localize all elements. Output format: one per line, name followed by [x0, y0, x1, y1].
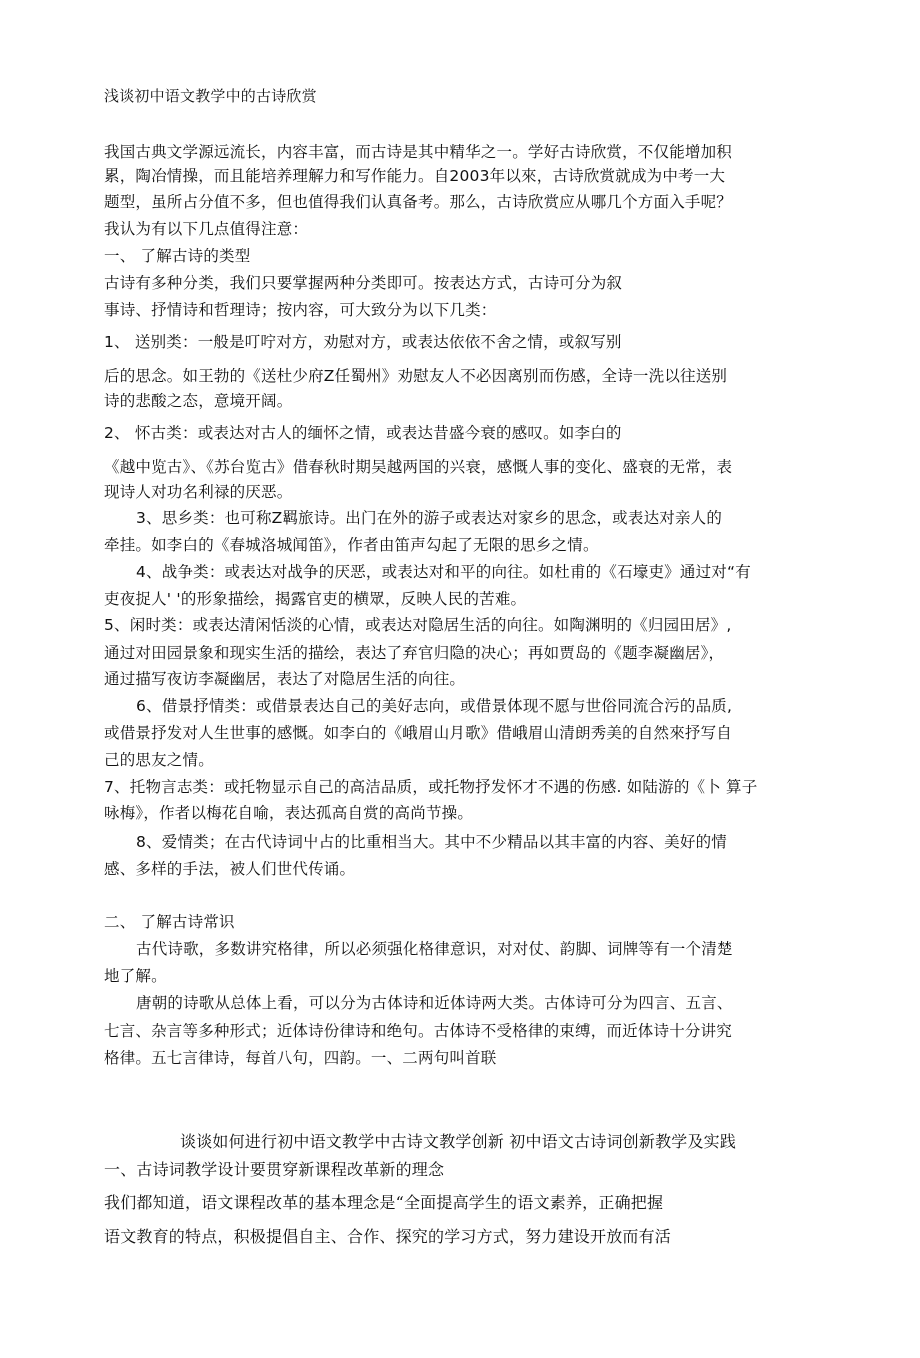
list-item-line: 5、闲时类：或表达清闲恬淡的心情，或表达对隐居生活的向往。如陶渊明的《归园田居》,: [104, 616, 732, 634]
paragraph-line: 七言、杂言等多种形式；近体诗份律诗和绝句。古体诗不受格律的束缚，而近体诗十分讲究: [104, 1022, 733, 1040]
list-item-line: 4、战争类：或表达对战争的厌恶，或表达对和平的向往。如杜甫的《石壕吏》通过对“有: [136, 563, 751, 581]
paragraph-line: 题型，虽所占分值不多，但也值得我们认真备考。那么，古诗欣赏应从哪几个方面入手呢？: [104, 193, 733, 211]
paragraph-line: 吏夜捉人' '的形象描绘，揭露官吏的横眾，反映人民的苦难。: [104, 590, 527, 608]
paragraph-line: 古代诗歌，多数讲究格律，所以必须强化格律意识，对对仗、韵脚、词牌等有一个清楚: [136, 940, 733, 958]
paragraph-line: 我认为有以下几点值得注意：: [104, 220, 309, 238]
paragraph-line: 我国古典文学源远流长，内容丰富，而古诗是其中精华之一。学好古诗欣赏，不仅能增加积: [104, 143, 733, 161]
paragraph-line: 后的思念。如王勃的《送杜少府Z任蜀州》劝慰友人不必因离别而伤感，全诗一洗以往送别: [104, 367, 728, 385]
section-heading: 一、 了解古诗的类型: [104, 247, 251, 265]
paragraph-line: 咏梅》，作者以梅花自喻，表达孤高自赏的高尚节操。: [104, 804, 474, 822]
section-heading: 一、古诗词教学设计要贯穿新课程改革新的理念: [104, 1160, 445, 1179]
article-title: 浅谈初中语文教学中的古诗欣赏: [104, 87, 317, 105]
paragraph-line: 通过描写夜访李凝幽居，表达了对隐居生活的向往。: [104, 670, 466, 688]
paragraph-line: 或借景抒发对人生世事的感慨。如李白的《峨眉山月歌》借峨眉山清朗秀美的自然來抒写自: [104, 724, 733, 742]
paragraph-line: 语文教育的特点，积极提倡自主、合作、探究的学习方式，努力建设开放而有活: [104, 1227, 672, 1246]
list-item-line: 7、托物言志类：或托物显示自己的高洁品质，或托物抒发怀才不遇的伤感. 如陆游的《卜 算子: [104, 778, 758, 796]
list-item-line: 2、 怀古类：或表达对古人的缅怀之情，或表达昔盛今衰的感叹。如李白的: [104, 424, 622, 442]
paragraph-line: 事诗、抒情诗和哲理诗；按内容，可大致分为以下几类：: [104, 301, 497, 319]
section-heading: 二、 了解古诗常识: [104, 913, 235, 931]
list-item-line: 6、借景抒情类：或借景表达自己的美好志向，或借景体现不愿与世俗同流合污的品质,: [136, 697, 733, 715]
paragraph-line: 感、多样的手法，被人们世代传诵。: [104, 860, 356, 878]
paragraph-line: 现诗人对功名利禄的厌恶。: [104, 483, 293, 501]
paragraph-line: 唐朝的诗歌从总体上看，可以分为古体诗和近体诗两大类。古体诗可分为四言、五言、: [136, 994, 733, 1012]
paragraph-line: 《越中览古》、《苏台览古》借春秋时期吴越两国的兴衰，感慨人事的变化、盛衰的无常，表: [104, 458, 733, 476]
paragraph-line: 地了解。: [104, 967, 167, 985]
paragraph-line: 累，陶冶情操，而且能培养理解力和写作能力。自2003年以來，古诗欣赏就成为中考一大: [104, 167, 726, 185]
paragraph-line: 我们都知道，语文课程改革的基本理念是“全面提高学生的语文素养，正确把握: [104, 1193, 664, 1212]
paragraph-line: 古诗有多种分类，我们只要掌握两种分类即可。按表达方式，古诗可分为叙: [104, 274, 623, 292]
list-item-line: 8、爱情类；在古代诗词屮占的比重相当大。其中不少精品以其丰富的内容、美好的情: [136, 833, 727, 851]
paragraph-line: 格律。五七言律诗，每首八句，四韵。一、二两句叫首联: [104, 1049, 497, 1067]
paragraph-line: 诗的悲酸之态，意境开阔。: [104, 392, 293, 410]
paragraph-line: 通过对田园景象和现实生活的描绘，表达了弃官归隐的决心；再如贾岛的《题李凝幽居》，: [104, 644, 725, 662]
paragraph-line: 己的思友之情。: [104, 751, 214, 769]
paragraph-line: 牵挂。如李白的《春城洛城闻笛》，作者由笛声勾起了无限的思乡之情。: [104, 536, 599, 554]
second-article-title: 谈谈如何进行初中语文教学中古诗文教学创新 初中语文古诗词创新教学及实践: [180, 1132, 737, 1151]
list-item-line: 1、 送别类：一般是叮咛对方，劝慰对方，或表达依依不舍之情，或叙写别: [104, 333, 622, 351]
list-item-line: 3、思乡类：也可称Z羁旅诗。出门在外的游子或表达对家乡的思念，或表达对亲人的: [136, 509, 723, 527]
